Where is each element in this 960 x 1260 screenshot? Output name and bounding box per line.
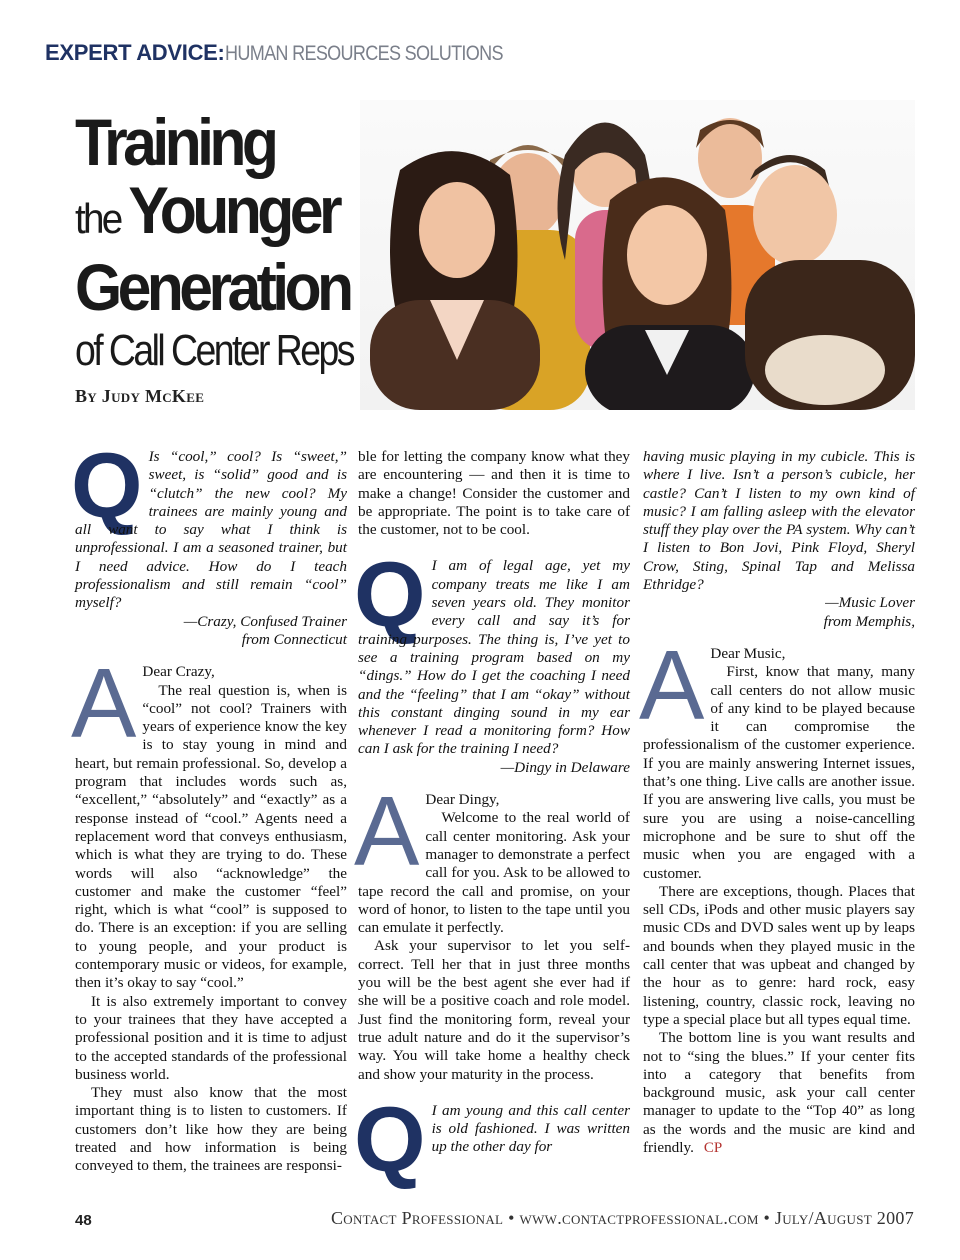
drop-cap-q: Q [71, 435, 143, 537]
question-text: I am young and this call center is old fashioned. I was written up the other day for [431, 1101, 630, 1156]
page-footer: Contact Professional • www.contactprofessional.com • July/August 2007 [330, 1208, 914, 1228]
answer-paragraph: Ask your supervisor to let you self-correct. Tell her that in just three months you will be the best agent she ever had if she will be a positive coach and role model. Just find the monitoring form, reveal your true adult nature and do it the supervisor’s way. You will take home a healthy check and show your maturity in the process. [358, 937, 630, 1083]
answer-paragraph [643, 1029, 915, 1157]
answer-greeting: Dear Music, [710, 644, 786, 662]
continued-paragraph: ble for letting the company know what they are encountering — and then it is time to make a change! Consider the customer and be appropriate. The point is to take care of the customer, not to be cool. [358, 448, 630, 539]
column-1 [71, 435, 347, 1176]
column-2 [354, 448, 630, 1191]
answer-greeting: Dear Crazy, [142, 663, 215, 681]
page-number: 48 [75, 1212, 92, 1229]
question-text: I am of legal age, yet my company treats me like I am seven years old. They monitor every call and say it’s for training purposes. The thing is, I’ve yet to see a training program based on my “dings.” How do I get the coaching I need and the “feeling” that I am “okay” without this constant dinging sound in my ear whenever I read a monitoring form? How can I ask for the training I need? [358, 557, 630, 758]
title-line4: of Call Center Reps [75, 326, 353, 375]
group-photo-icon [360, 100, 915, 410]
answer-final-text: The bottom line is you want results and not to “sing the blues.” If your center fits into a category that benefits from background music, ask your call center manager to update to the “Top 40” as long as the words and the music are kind and friendly. [643, 1029, 915, 1156]
drop-cap-a: A [639, 629, 705, 740]
drop-cap-a: A [71, 648, 137, 759]
question-text: Is “cool,” cool? Is “sweet,” sweet, is “solid” good and is “clutch” the new cool? My trainees are mainly young and all want to say what I think is unprofessional. I am a seasoned trainer, but I need advice. How do I teach professionalism and still remain “cool” myself? [75, 448, 347, 612]
answer-greeting: Dear Dingy, [425, 791, 500, 809]
drop-cap-q: Q [354, 544, 426, 647]
section-sublabel: HUMAN RESOURCES SOLUTIONS [224, 42, 503, 65]
answer-paragraph: They must also know that the most important thing is to listen to customers. If customers don’t like how they are being treated and how information is being conveyed to them, the trainees are responsi- [75, 1084, 347, 1175]
answer-paragraph: First, know that many, many call centers do not allow music of any kind to be played because it can compromise the professionalism of the customer experience. If you are mainly answering Internet issues, that’s one thing. Live calls are another issue. If you are answering live calls, you must be sure you are using a noise-cancelling microphone and be sure to shut off the music when you are engaged with a customer. [643, 663, 915, 882]
question-signature: —Music Lover [825, 594, 915, 612]
end-mark: CP [703, 1139, 723, 1156]
section-header [45, 40, 548, 66]
question-continued: having music playing in my cubicle. This is where I live. Isn’t a person’s cubicle, her castle? Can’t I listen to my own kind of music? I am falling asleep with the elevator stuff they play over the PA system. Why can’t I listen to Bon Jovi, Pink Floyd, Sheryl Crow, Sting, Spinal Tap and Melissa Ethridge? [643, 448, 915, 594]
title-younger: Younger [128, 173, 338, 247]
question-signature-location: from Memphis, [823, 612, 915, 630]
byline: By Judy McKee [75, 386, 205, 406]
title-line1: Training [75, 105, 275, 179]
question-signature: —Dingy in Delaware [500, 758, 630, 776]
title-line2 [75, 173, 376, 253]
answer-paragraph: Welcome to the real world of call center monitoring. Ask your manager to demonstrate a perfect call for you. Ask to be allowed to tape record the call and promise, on your word of honor, to listen to the tape until you can emulate it perfectly. [358, 809, 630, 937]
drop-cap-q: Q [354, 1088, 426, 1191]
column-3 [639, 448, 915, 1157]
question-signature: —Crazy, Confused Trainer [183, 612, 347, 630]
section-label: EXPERT ADVICE: [45, 40, 225, 65]
answer-paragraph: The real question is, when is “cool” not cool? Trainers with years of experience know the key is to stay young in mind and heart, but remain professional. So, develop a program that includes words such as, “excellent,” “absolutely” and “exactly” as a response instead of “cool.” Agents need a replacement word that conveys enthusiasm, which is what they are trying to do. These words will also “acknowledge” the customer and make the customer “feel” right, which is what “cool” is supposed to do. There is an exception: if you are selling to young people, and your product is contemporary music or videos, for example, then it’s okay to say “cool.” [75, 681, 347, 992]
answer-paragraph: It is also extremely important to convey to your trainees that they have accepted a professional position and it is time to adjust to the accepted standards of the professional business world. [75, 992, 347, 1083]
answer-paragraph: There are exceptions, though. Places that sell CDs, iPods and other music players say music CDs and DVD sales went up by leaps and bounds when they played music in the call center that was upbeat and changed by the hour as to genre: hard rock, easy listening, country, classic rock, leaving no type a special place but all types equal time. [643, 882, 915, 1028]
article-title [75, 105, 402, 381]
question-signature-location: from Connecticut [241, 630, 347, 648]
drop-cap-a: A [354, 776, 420, 887]
title-line3: Generation [75, 250, 350, 324]
title-the: the [75, 195, 129, 242]
